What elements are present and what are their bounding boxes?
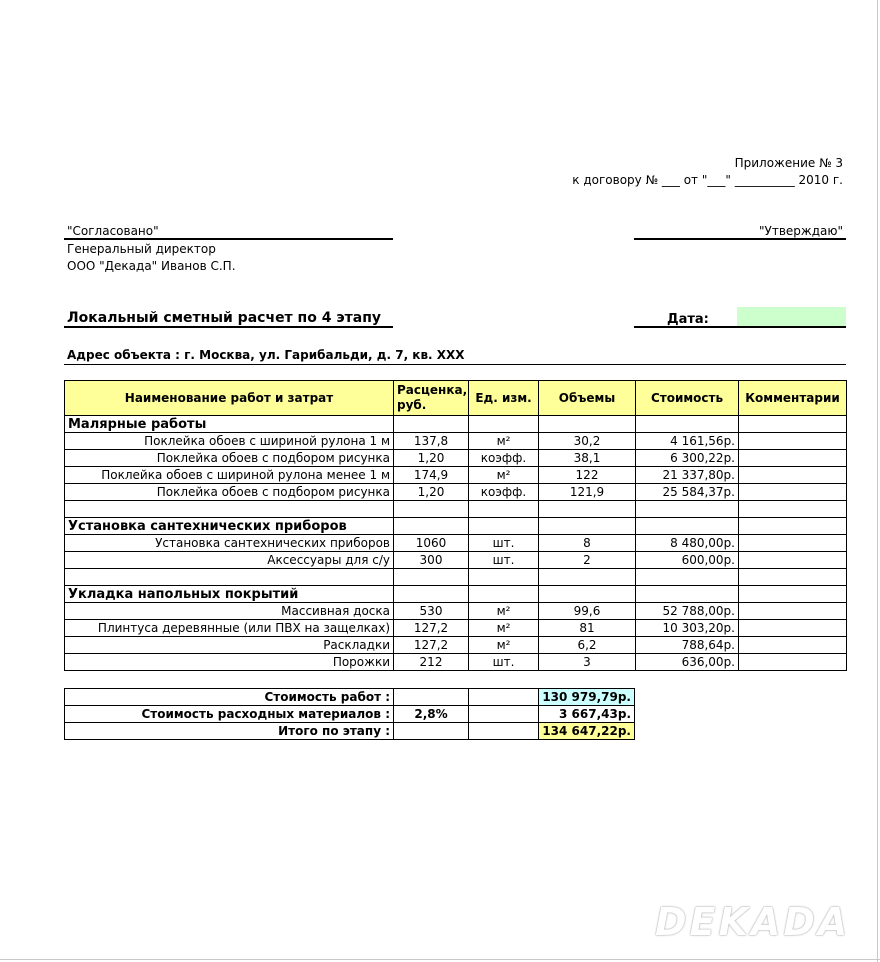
table-cell: 99,6 <box>539 603 636 620</box>
table-row <box>65 467 847 484</box>
table-cell: Поклейка обоев с шириной рулона 1 м <box>65 433 394 450</box>
table-cell: 788,64р. <box>636 637 739 654</box>
date-field[interactable] <box>737 307 846 326</box>
agreed-underline <box>64 238 393 240</box>
section-row <box>65 586 847 603</box>
table-cell: м² <box>469 603 539 620</box>
column-header: Стоимость <box>636 381 739 416</box>
table-cell: 121,9 <box>539 484 636 501</box>
table-cell <box>739 484 847 501</box>
address-underline <box>64 364 846 365</box>
column-header: Комментарии <box>739 381 847 416</box>
table-cell: 21 337,80р. <box>636 467 739 484</box>
appendix-label: Приложение № 3 <box>734 156 843 170</box>
object-address: Адрес объекта : г. Москва, ул. Гарибальди, д. 7, кв. ХХХ <box>67 348 465 362</box>
section-title: Установка сантехнических приборов <box>65 518 394 535</box>
table-cell: м² <box>469 433 539 450</box>
table-row <box>65 450 847 467</box>
table-row <box>65 552 847 569</box>
table-cell: 38,1 <box>539 450 636 467</box>
table-row <box>65 654 847 671</box>
table-cell: 4 161,56р. <box>636 433 739 450</box>
table-cell <box>739 467 847 484</box>
table-cell: м² <box>469 620 539 637</box>
approve-title: "Утверждаю" <box>759 224 843 238</box>
table-cell: Порожки <box>65 654 394 671</box>
table-cell: Поклейка обоев с подбором рисунка <box>65 484 394 501</box>
empty-row <box>65 569 847 586</box>
director-title: Генеральный директор <box>67 242 216 256</box>
dekada-logo: DEKADA <box>655 900 851 944</box>
approve-underline <box>634 238 846 240</box>
page-right-border <box>877 0 878 962</box>
table-cell: 636,00р. <box>636 654 739 671</box>
date-label: Дата: <box>667 312 709 327</box>
table-cell <box>739 433 847 450</box>
table-cell: 30,2 <box>539 433 636 450</box>
table-cell: 8 480,00р. <box>636 535 739 552</box>
table-cell: м² <box>469 637 539 654</box>
table-cell: м² <box>469 467 539 484</box>
column-header: Ед. изм. <box>469 381 539 416</box>
table-cell: 300 <box>394 552 469 569</box>
table-cell: Раскладки <box>65 637 394 654</box>
table-row <box>65 603 847 620</box>
table-cell: Поклейка обоев с подбором рисунка <box>65 450 394 467</box>
column-header: Наименование работ и затрат <box>65 381 394 416</box>
page-bottom-border <box>0 959 880 960</box>
estimate-table <box>64 380 847 671</box>
table-cell: шт. <box>469 654 539 671</box>
section-title: Укладка напольных покрытий <box>65 586 394 603</box>
stage-total-row <box>65 723 635 740</box>
table-row <box>65 484 847 501</box>
table-cell: 127,2 <box>394 637 469 654</box>
table-cell <box>739 535 847 552</box>
table-cell: 174,9 <box>394 467 469 484</box>
date-underline <box>634 326 846 328</box>
director-name: ООО "Декада" Иванов С.П. <box>67 259 236 273</box>
works-total-value: 130 979,79р. <box>539 689 635 706</box>
table-cell: Поклейка обоев с шириной рулона менее 1 м <box>65 467 394 484</box>
section-row <box>65 518 847 535</box>
materials-total-value: 3 667,43р. <box>539 706 635 723</box>
table-cell <box>739 552 847 569</box>
column-header: Расценка, руб. <box>394 381 469 416</box>
empty-row <box>65 501 847 518</box>
table-cell: коэфф. <box>469 484 539 501</box>
table-cell: Аксессуары для с/у <box>65 552 394 569</box>
stage-total-value: 134 647,22р. <box>539 723 635 740</box>
table-cell: 52 788,00р. <box>636 603 739 620</box>
table-cell: 1,20 <box>394 450 469 467</box>
section-title: Малярные работы <box>65 416 394 433</box>
table-row <box>65 620 847 637</box>
table-cell <box>739 450 847 467</box>
section-row <box>65 416 847 433</box>
table-cell: 1060 <box>394 535 469 552</box>
works-total-row <box>65 689 635 706</box>
table-cell: 137,8 <box>394 433 469 450</box>
table-cell <box>739 637 847 654</box>
column-header: Объемы <box>539 381 636 416</box>
table-cell: 600,00р. <box>636 552 739 569</box>
table-cell: Массивная доска <box>65 603 394 620</box>
table-cell: 122 <box>539 467 636 484</box>
table-cell: шт. <box>469 552 539 569</box>
totals-table <box>64 688 635 740</box>
table-cell: 10 303,20р. <box>636 620 739 637</box>
document-title: Локальный сметный расчет по 4 этапу <box>67 310 381 326</box>
table-cell: 1,20 <box>394 484 469 501</box>
table-cell: коэфф. <box>469 450 539 467</box>
materials-total-label: Стоимость расходных материалов : <box>65 706 394 723</box>
table-cell <box>739 603 847 620</box>
table-cell: 6 300,22р. <box>636 450 739 467</box>
table-cell <box>739 620 847 637</box>
table-cell: 212 <box>394 654 469 671</box>
table-cell: 530 <box>394 603 469 620</box>
table-header-row <box>65 381 847 416</box>
table-cell: 127,2 <box>394 620 469 637</box>
materials-total-row <box>65 706 635 723</box>
table-cell: шт. <box>469 535 539 552</box>
table-cell: Установка сантехнических приборов <box>65 535 394 552</box>
table-cell: 3 <box>539 654 636 671</box>
materials-percent: 2,8% <box>394 706 469 723</box>
stage-total-label: Итого по этапу : <box>65 723 394 740</box>
table-row <box>65 637 847 654</box>
table-row <box>65 535 847 552</box>
table-cell: 25 584,37р. <box>636 484 739 501</box>
table-cell: 8 <box>539 535 636 552</box>
table-cell: Плинтуса деревянные (или ПВХ на защелках) <box>65 620 394 637</box>
title-underline <box>64 326 393 328</box>
table-cell: 6,2 <box>539 637 636 654</box>
table-cell: 2 <box>539 552 636 569</box>
table-cell <box>739 654 847 671</box>
agreed-title: "Согласовано" <box>67 224 159 238</box>
table-cell: 81 <box>539 620 636 637</box>
works-total-label: Стоимость работ : <box>65 689 394 706</box>
table-row <box>65 433 847 450</box>
contract-reference: к договору № ___ от "___" __________ 2010 г. <box>572 173 843 187</box>
